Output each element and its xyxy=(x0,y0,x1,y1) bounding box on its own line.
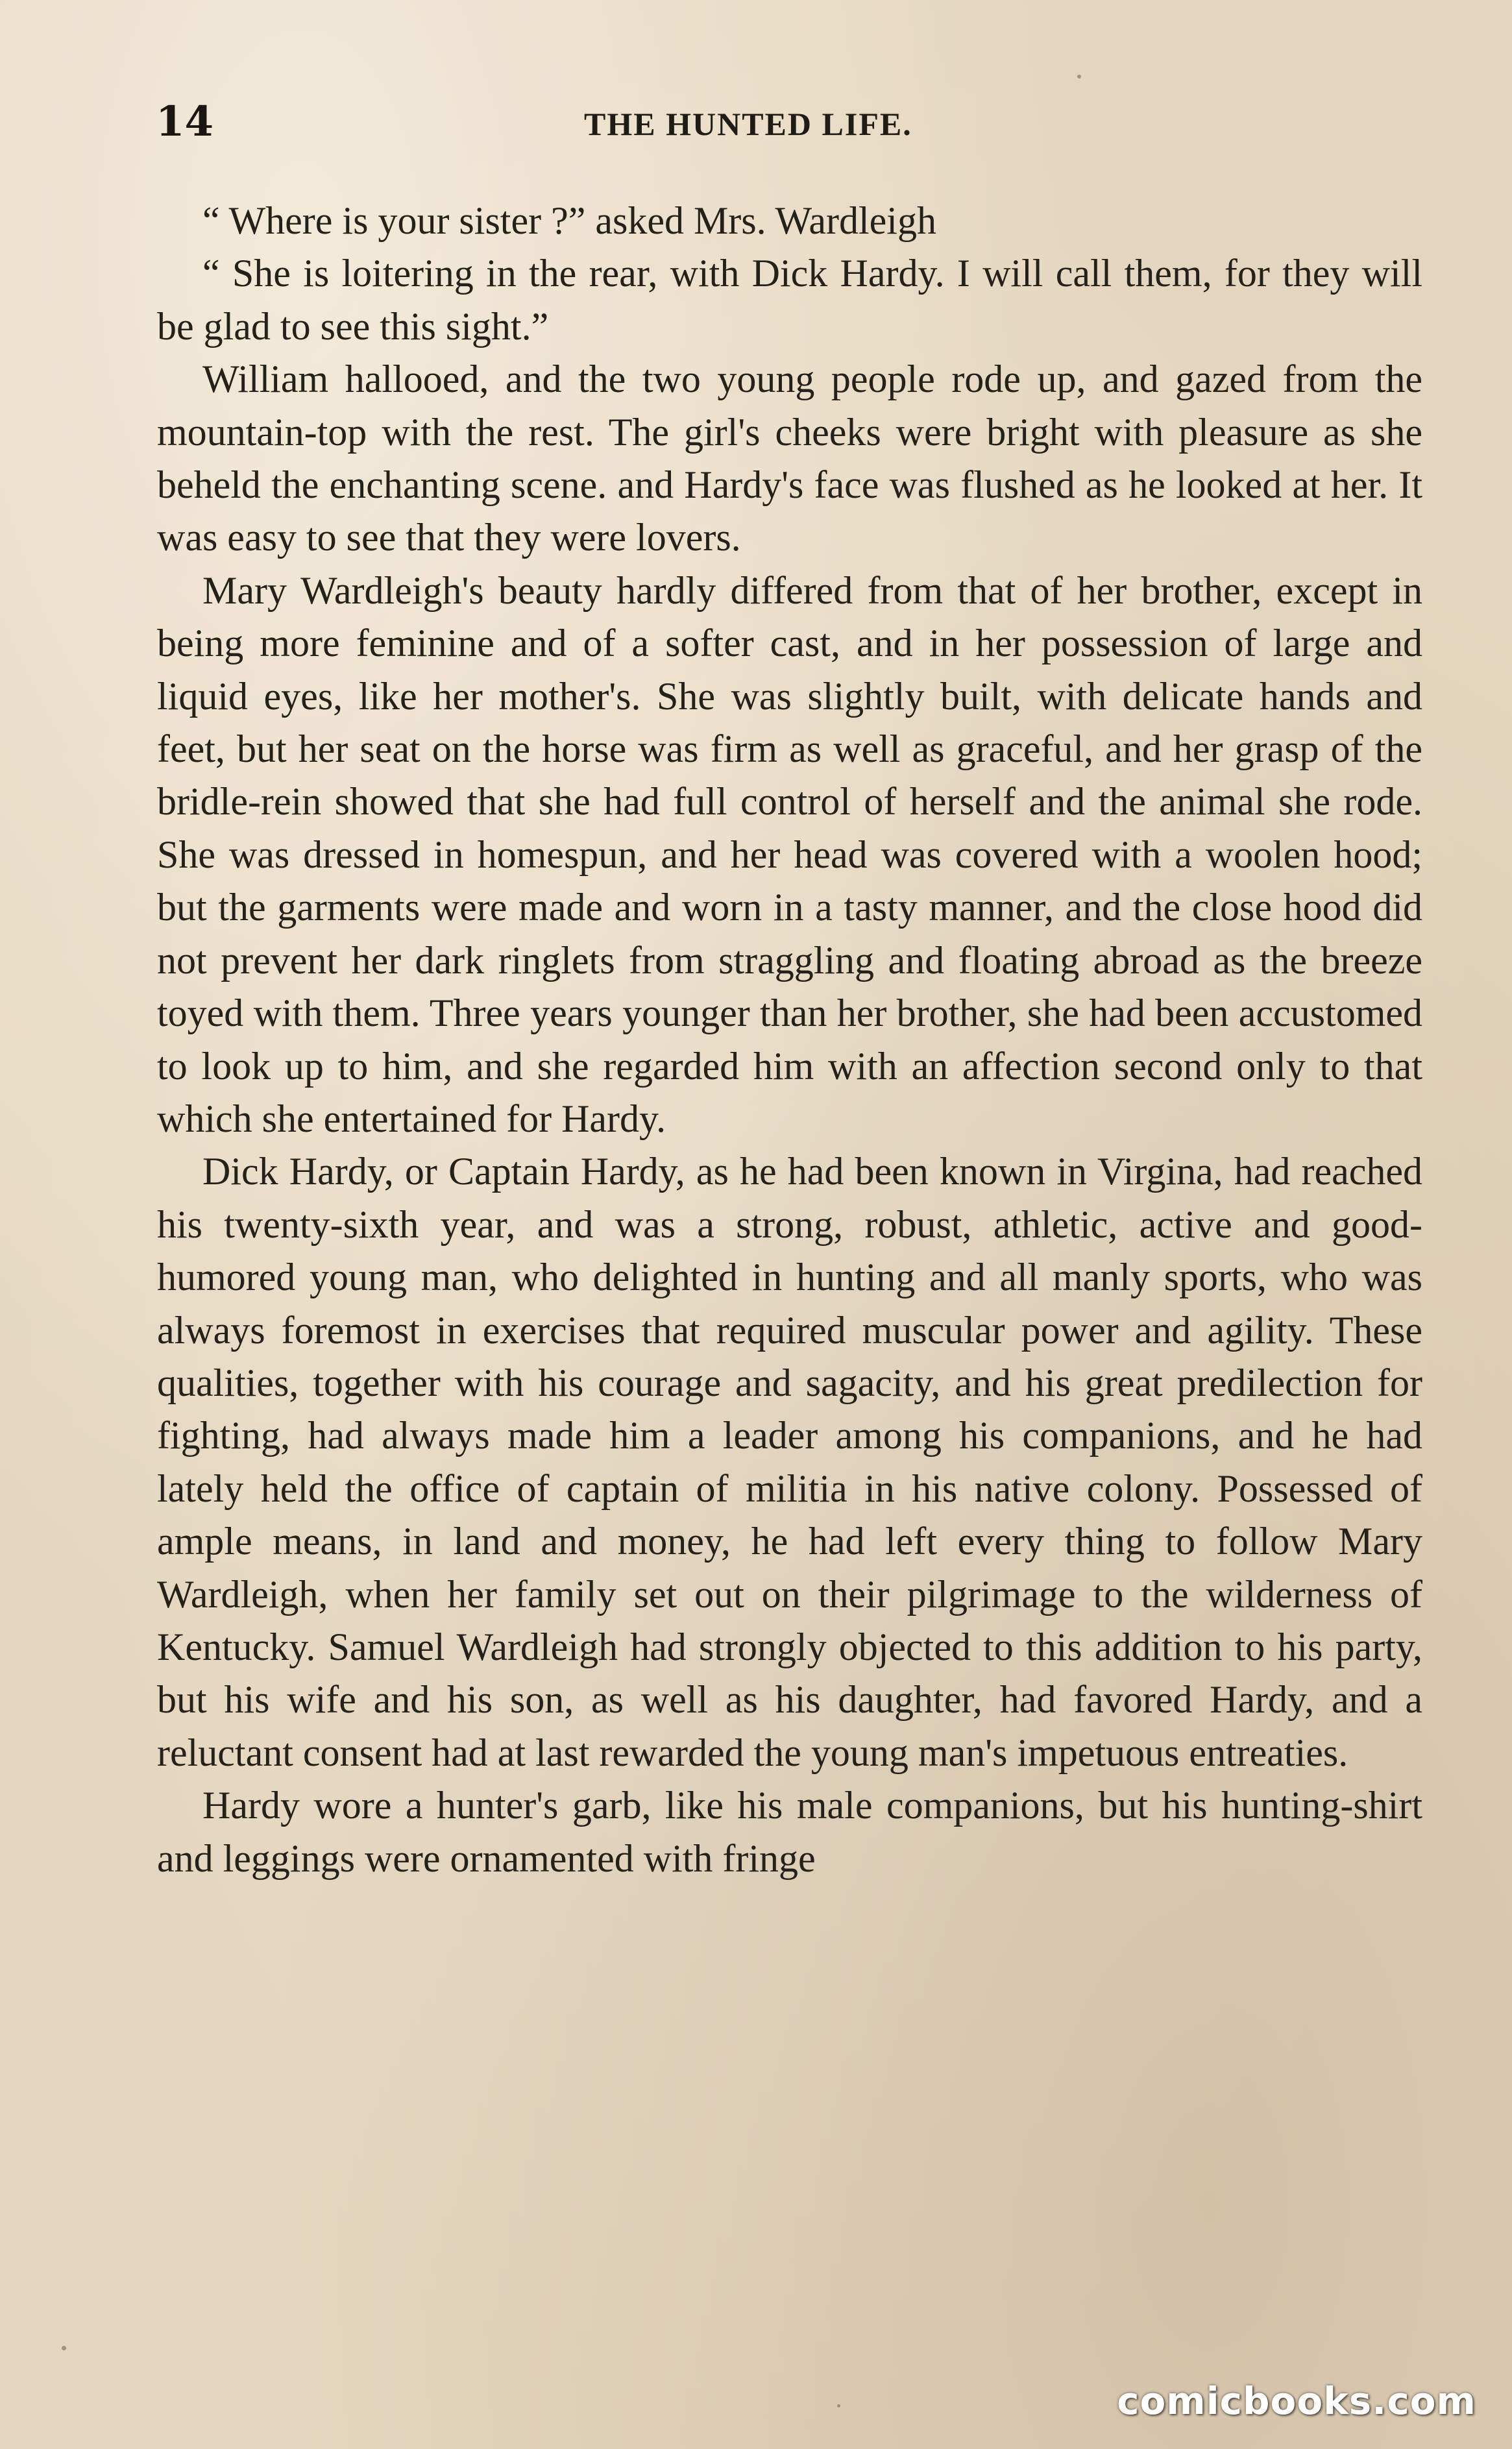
paragraph: Mary Wardleigh's beauty hardly differed from that of her brother, except in being more feminine and of a softer cast, and in her possession of large and liquid eyes, like her mother's. She was slightly built, with delicate hands and feet, but her seat on the horse was firm as well as graceful, and her grasp of the bridle-rein showed that she had full control of herself and the animal she rode. She was dressed in homespun, and her head was covered with a woolen hood; but the garments were made and worn in a tasty manner, and the close hood did not prevent her dark ringlets from straggling and floating abroad as the breeze toyed with them. Three years younger than her brother, she had been accustomed to look up to him, and she regarded him with an affection second only to that which she entertained for Hardy. xyxy=(157,568,1422,1140)
running-head: THE HUNTED LIFE. xyxy=(584,106,912,142)
paragraph: “ She is loitering in the rear, with Dick Hardy. I will call them, for they will be glad to see this sight.” xyxy=(157,252,1422,348)
paragraph: “ Where is your sister ?” asked Mrs. Wardleigh xyxy=(202,199,936,242)
page-number: 14 xyxy=(156,97,214,146)
paragraph: William hallooed, and the two young people rode up, and gazed from the mountain-top with the rest. The girl's cheeks were bright with pleasure as she beheld the enchanting scene. and Hardy's face was flushed as he looked at her. It was easy to see that they were lovers. xyxy=(157,358,1422,559)
paragraph: Dick Hardy, or Captain Hardy, as he had been known in Virgina, had reached his twenty-sixth year, and was a strong, robust, athletic, active and good-humored young man, who delighted in hunting and all manly sports, who was always foremost in exercises that required muscular power and agility. These qualities, together with his courage and sagacity, and his great predilection for fighting, had always made him a leader among his companions, and he had lately held the office of captain of militia in his native colony. Possessed of ample means, in land and money, he had left every thing to follow Mary Wardleigh, when her family set out on their pilgrimage to the wilderness of Kentucky. Samuel Wardleigh had strongly objected to this addition to his party, but his wife and his son, as well as his daughter, had favored Hardy, and a reluctant consent had at last rewarded the young man's impetuous entreaties. xyxy=(157,1150,1422,1774)
paper-speck xyxy=(62,2346,66,2350)
paragraph: Hardy wore a hunter's garb, like his male companions, but his hunting-shirt and leggings were ornamented with fringe xyxy=(157,1784,1422,1880)
watermark: comicbooks.com xyxy=(1117,2379,1476,2423)
page-header xyxy=(156,97,1421,162)
body-text xyxy=(157,195,1422,1885)
paper-speck xyxy=(837,2404,840,2407)
paper-speck xyxy=(1077,75,1081,79)
